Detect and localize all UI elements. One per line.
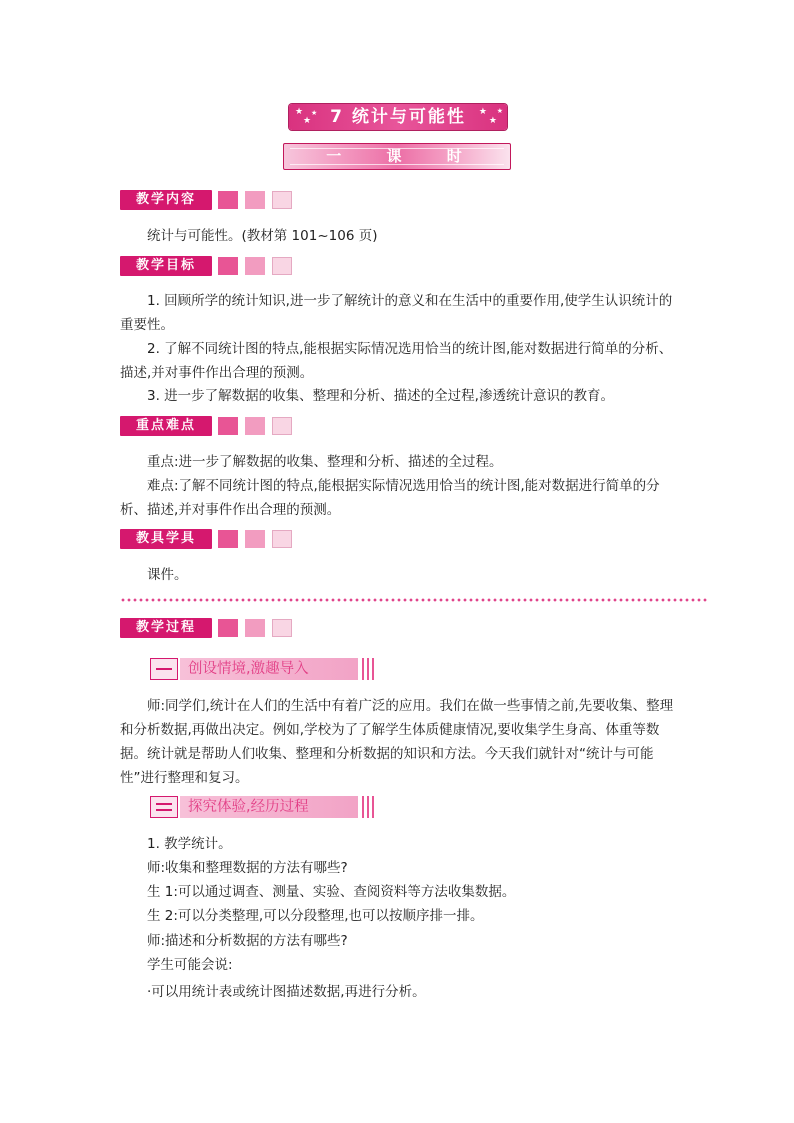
decor-square <box>245 257 265 275</box>
goal-item-2: 2. 了解不同统计图的特点,能根据实际情况选用恰当的统计图,能对数据进行简单的分析、描述,并对事件作出合理的预测。 <box>120 341 673 381</box>
decor-square <box>245 530 265 548</box>
section-header-process <box>120 618 296 638</box>
step-tag-2 <box>150 796 372 818</box>
goal-item-1: 1. 回顾所学的统计知识,进一步了解统计的意义和在生活中的重要作用,使学生认识统计的重要性。 <box>120 293 673 333</box>
lesson-title: 一 课 时 <box>326 147 482 165</box>
step-number-box <box>150 658 178 680</box>
step2-line-1: 1. 教学统计。 <box>147 836 232 852</box>
step2-line-4: 生 2:可以分类整理,可以分段整理,也可以按顺序排一排。 <box>147 908 484 924</box>
step2-line-7: ·可以用统计表或统计图描述数据,再进行分析。 <box>147 984 426 1000</box>
star-icon: ★ <box>496 107 503 115</box>
decor-square <box>218 257 238 275</box>
decor-square <box>245 417 265 435</box>
decor-square <box>218 191 238 209</box>
step-number-stroke <box>156 809 172 811</box>
decor-square <box>245 191 265 209</box>
chapter-title: 7 统计与可能性 <box>330 107 466 127</box>
decor-square <box>245 619 265 637</box>
decor-square <box>272 257 292 275</box>
difficult-point-text: 难点:了解不同统计图的特点,能根据实际情况选用恰当的统计图,能对数据进行简单的分析、描述,并对事件作出合理的预测。 <box>120 478 660 518</box>
lesson-banner <box>283 143 511 170</box>
decor-square <box>272 619 292 637</box>
step-title: 创设情境,激趣导入 <box>180 658 358 680</box>
decor-square <box>218 530 238 548</box>
key-point-text: 重点:进一步了解数据的收集、整理和分析、描述的全过程。 <box>147 454 503 470</box>
step2-line-2: 师:收集和整理数据的方法有哪些? <box>147 860 348 876</box>
chapter-title-banner <box>289 104 507 130</box>
section-header-goals <box>120 256 296 276</box>
step-number-box <box>150 796 178 818</box>
section-header-key-points <box>120 416 296 436</box>
step2-line-5: 师:描述和分析数据的方法有哪些? <box>147 933 348 949</box>
section-label: 教学过程 <box>120 618 212 638</box>
section-label: 教具学具 <box>120 529 212 549</box>
step-title: 探究体验,经历过程 <box>180 796 358 818</box>
star-icon: ★ <box>478 107 487 117</box>
step2-line-6: 学生可能会说: <box>147 957 233 973</box>
decor-square <box>218 619 238 637</box>
decor-square <box>272 417 292 435</box>
decor-square <box>272 191 292 209</box>
decor-square <box>272 530 292 548</box>
step1-text: 师:同学们,统计在人们的生活中有着广泛的应用。我们在做一些事情之前,先要收集、整理和分析数据,再做出决定。例如,学校为了了解学生体质健康情况,要收集学生身高、体重等数据。统计就是帮助人们收集、整理和分析数据的知识和方法。今天我们就针对“统计与可能性”进行整理和复习。 <box>120 698 674 786</box>
section-label: 教学内容 <box>120 190 212 210</box>
star-icon: ★ <box>488 116 497 126</box>
decor-square <box>218 417 238 435</box>
section-label: 重点难点 <box>120 416 212 436</box>
step-end-bars <box>360 658 374 680</box>
goal-item-3: 3. 进一步了解数据的收集、整理和分析、描述的全过程,渗透统计意识的教育。 <box>147 388 614 404</box>
section-header-tools <box>120 529 296 549</box>
step-number-stroke <box>156 803 172 805</box>
section-label: 教学目标 <box>120 256 212 276</box>
section-header-content <box>120 190 296 210</box>
star-icon: ★ <box>311 109 318 117</box>
star-icon: ★ <box>295 107 304 117</box>
tools-text: 课件。 <box>147 567 188 583</box>
step2-line-3: 生 1:可以通过调查、测量、实验、查阅资料等方法收集数据。 <box>147 884 516 900</box>
step-tag-1 <box>150 658 372 680</box>
step-number-stroke <box>156 668 172 670</box>
step-end-bars <box>360 796 374 818</box>
star-icon: ★ <box>303 116 312 126</box>
dotted-divider <box>120 597 707 603</box>
content-text: 统计与可能性。(教材第 101~106 页) <box>147 228 378 244</box>
